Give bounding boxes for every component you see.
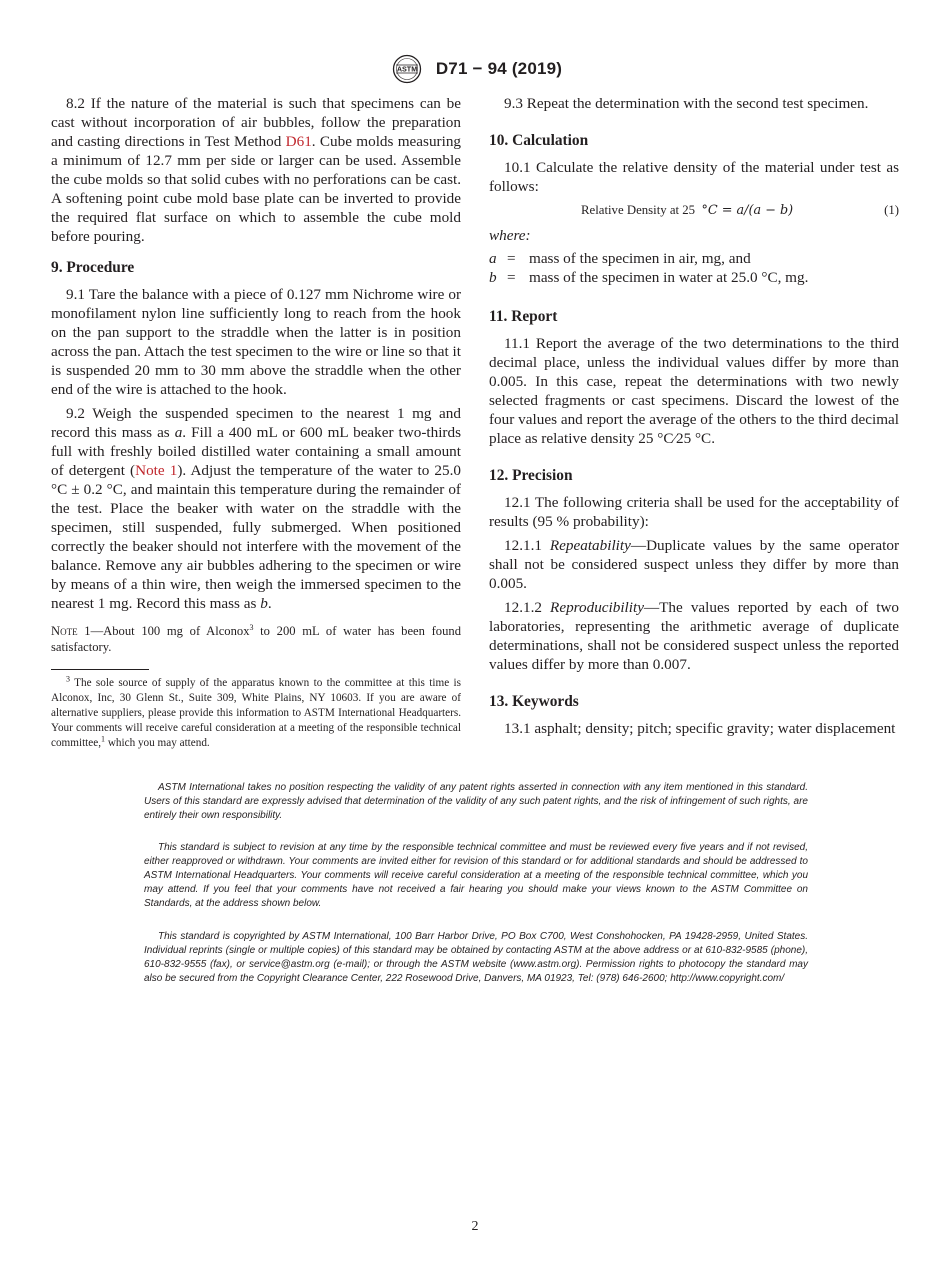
paragraph-9-1: 9.1 Tare the balance with a piece of 0.127 mm Nichrome wire or monofilament nylon line sufficiently long to reach from the hook on the pan support to the straddle when the latter is in position across the pan. Attach the test specimen to the wire or line so that it is suspended 20 mm to 30 mm above the straddle when the other end of the wire is attached to the hook. <box>51 286 461 398</box>
paragraph-8-2: 8.2 If the nature of the material is such that specimens can be cast without incorporation of air bubbles, follow the preparation and casting directions in Test Method D61. Cube molds measuring a minimum of 12.7 mm per side or larger can be used. Assemble the cube molds so that solid cubes with no perforations can be cast. A softening point cube mold base plate can be inverted to provide the required flat surface on which to assemble the cube mold before pouring. <box>51 95 462 245</box>
paragraph-12-1: 12.1 The following criteria shall be used for the acceptability of results (95 % probability): <box>489 494 899 530</box>
section-heading-procedure: 9. Procedure <box>51 259 135 276</box>
legal-notice-revision: This standard is subject to revision at any time by the responsible technical committee and must be reviewed every five years and if not revised, either reapproved or withdrawn. Your comments are invited either for revision of this standard or for additional standards and should be addressed to ASTM International Headquarters. Your comments will receive careful consideration at a meeting of the responsible technical committee, which you may attend. If you feel that your comments have not received a fair hearing you should make your views known to the ASTM Committee on Standards, at the address shown below. <box>144 842 808 910</box>
footnote-3: $^3$ The sole source of supply of the apparatus known to the committee at this time is Alconox, Inc, 30 Glenn St., Suite 309, White Plains, NY 10603. If you are aware of alternative suppliers, please provide this information to ASTM International Headquarters. Your comments will receive careful consideration at a meeting of the responsible technical committee,$^1$ which you may attend. <box>51 674 461 749</box>
legal-notice-copyright: This standard is copyrighted by ASTM International, 100 Barr Harbor Drive, PO Box C700, West Conshohocken, PA 19428-2959, United States. Individual reprints (single or multiple copies) of this standard may be obtained by contacting ASTM at the above address or at 610-832-9585 (phone), 610-832-9555 (fax), or service@astm.org (e-mail); or through the ASTM website (www.astm.org). Permission rights to photocopy the standard may also be secured from the Copyright Clearance Center, 222 Rosewood Drive, Danvers, MA 01923, Tel: (978) 646-2600; http://www.copyright.com/ <box>144 931 808 985</box>
paragraph-9-2: 9.2 Weigh the suspended specimen to the nearest 1 mg and record this mass as a. Fill a 400 mL or 600 mL beaker two-thirds full with freshly boiled distilled water containing a small amount of detergent (Note 1). Adjust the temperature of the water to 25.0 °C ± 0.2 °C, and maintain this temperature during the remainder of the test. Place the beaker with water on the straddle with the specimen, still suspended, fully submerged. When positioned correctly the beaker should not interfere with the movement of the balance. Remove any air bubbles adhering to the specimen or wire by means of a thin wire, then weigh the immersed specimen to the nearest 1 mg. Record this mass as b. <box>51 405 462 612</box>
right-column <box>489 94 899 743</box>
definition-b: b = mass of the specimen in water at 25.0 °C, mg. <box>489 269 809 286</box>
link-note-1[interactable]: Note 1 <box>135 462 178 479</box>
paragraph-11-1: 11.1 Report the average of the two determinations to the third decimal place, unless the individual values differ by more than 0.005. In this case, repeat the determinations with two newly selected fragments or cast specimens. Discard the lowest of the four values and report the average of the others to the third decimal place as relative density 25 °C⁄25 °C. <box>489 335 899 447</box>
equation-1: Relative Density at 25 °C = a/(a − b) (1) <box>581 203 899 218</box>
section-heading-calculation: 10. Calculation <box>489 132 589 149</box>
where-label: where: <box>489 227 531 244</box>
legal-notice-patent: ASTM International takes no position respecting the validity of any patent rights asserted in connection with any item mentioned in this standard. Users of this standard are expressly advised that determination of the validity of any such patent rights, and the risk of infringement of such rights, are entirely their own responsibility. <box>144 782 808 822</box>
page-number: 2 <box>471 1219 479 1234</box>
paragraph-13-1: 13.1 asphalt; density; pitch; specific gravity; water displacement <box>504 720 896 737</box>
link-d61[interactable]: D61 <box>285 133 312 150</box>
astm-logo-icon <box>388 54 426 84</box>
left-column <box>51 94 461 751</box>
paragraph-9-3: 9.3 Repeat the determination with the second test specimen. <box>504 95 869 112</box>
equation-number: (1) <box>884 203 899 217</box>
paragraph-12-1-1: 12.1.1 Repeatability—Duplicate values by the same operator shall not be considered suspect unless they differ by more than 0.005. <box>489 537 900 592</box>
designation: D71 − 94 (2019) <box>435 59 563 78</box>
section-heading-report: 11. Report <box>489 308 558 325</box>
definition-a: a = mass of the specimen in air, mg, and <box>489 250 751 267</box>
section-heading-keywords: 13. Keywords <box>489 693 579 710</box>
paragraph-10-1: 10.1 Calculate the relative density of the material under test as follows: <box>489 159 899 195</box>
note-1: Note 1—About 100 mg of Alconox$^3$ to 200 mL of water has been found satisfactory. <box>51 622 461 654</box>
page-header <box>0 54 950 84</box>
svg-text:ASTM: ASTM <box>396 64 418 74</box>
section-heading-precision: 12. Precision <box>489 467 573 484</box>
footnote-divider <box>51 669 149 670</box>
paragraph-12-1-2: 12.1.2 Reproducibility—The values reported by each of two laboratories, representing the arithmetic average of duplicate determinations, shall not be considered suspect unless the reported values differ by more than 0.007. <box>489 599 900 673</box>
